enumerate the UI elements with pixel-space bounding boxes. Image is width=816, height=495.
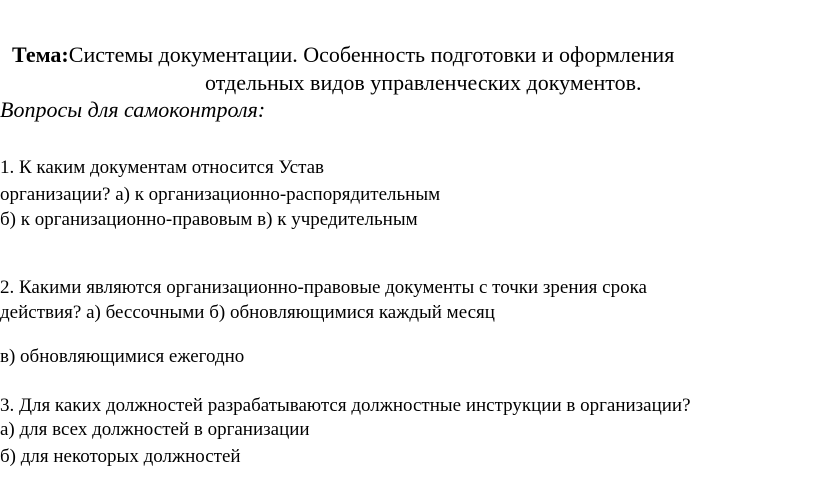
topic-label: Тема: xyxy=(12,42,69,67)
topic-line-1 xyxy=(12,42,674,68)
section-heading: Вопросы для самоконтроля: xyxy=(0,97,266,122)
question-2-line-2: действия? а) бессочными б) обновляющимися каждый месяц xyxy=(0,302,495,323)
question-3-line-3: б) для некоторых должностей xyxy=(0,446,241,467)
question-3-line-2: а) для всех должностей в организации xyxy=(0,419,310,440)
question-3-line-1: 3. Для каких должностей разрабатываются должностные инструкции в организации? xyxy=(0,395,691,416)
question-1-line-3: б) к организационно-правовым в) к учредительным xyxy=(0,209,418,230)
topic-line-2: отдельных видов управленческих документов. xyxy=(205,70,642,95)
question-1-line-2: организации? а) к организационно-распорядительным xyxy=(0,184,441,205)
question-2-line-1: 2. Какими являются организационно-правовые документы с точки зрения срока xyxy=(0,277,647,298)
question-1-line-1: 1. К каким документам относится Устав xyxy=(0,157,325,178)
question-2-line-3: в) обновляющимися ежегодно xyxy=(0,346,245,367)
topic-text-1: Системы документации. Особенность подготовки и оформления xyxy=(68,42,675,67)
